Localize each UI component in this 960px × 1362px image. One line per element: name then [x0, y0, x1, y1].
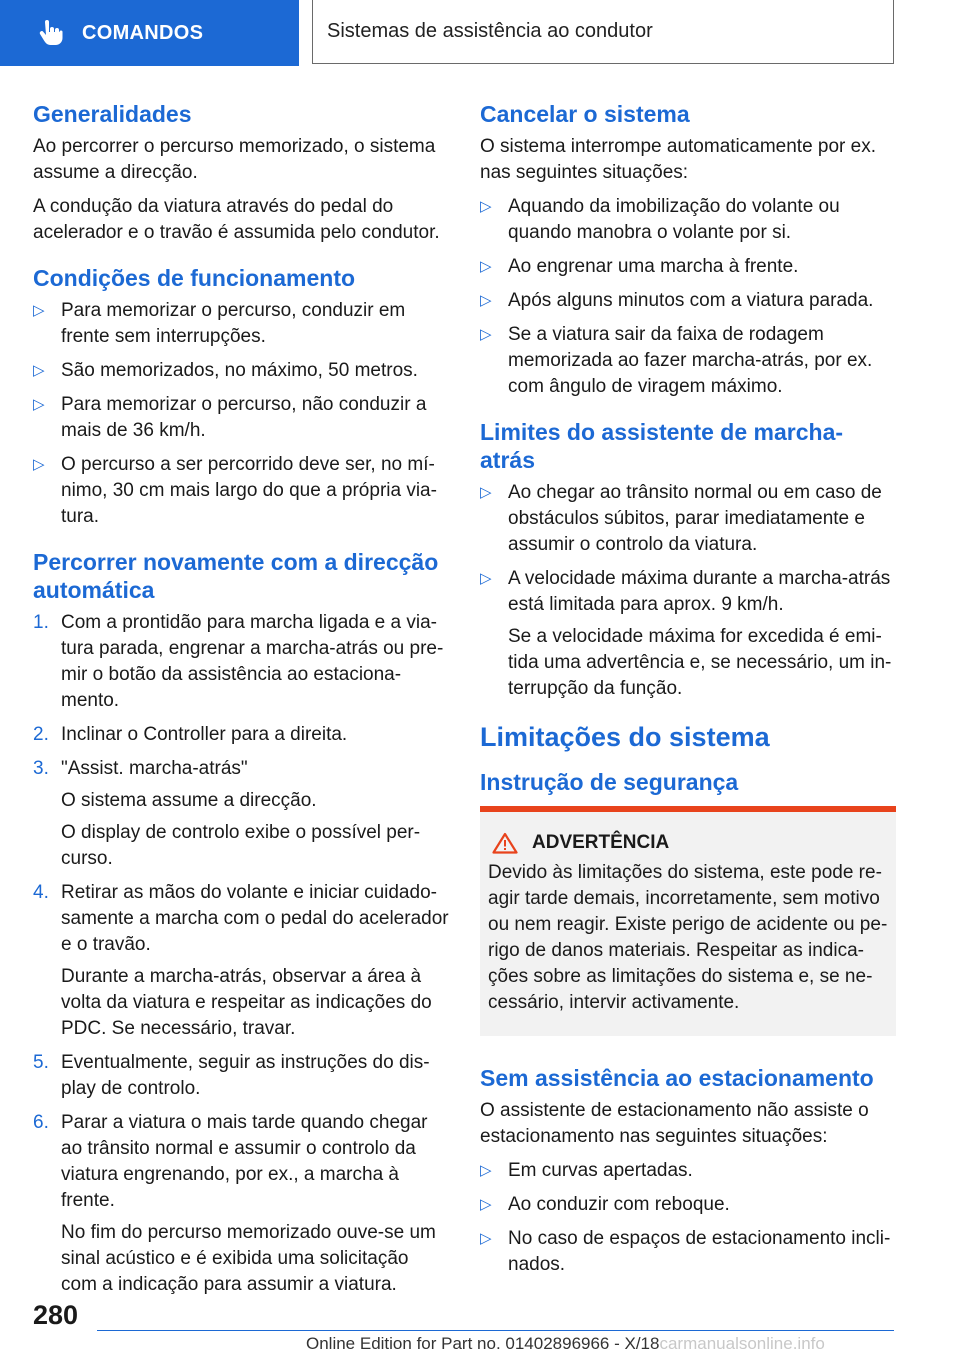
sem-intro: O assistente de estacionamento não assiste o estacionamento nas seguintes situações:	[480, 1100, 869, 1147]
step-note: O display de controlo exibe o possível percurso.	[61, 822, 421, 869]
limites-heading: Limites do assistente de marcha-atrás	[480, 419, 844, 473]
warning-text: Devido às limitações do sistema, este pode reagir tarde demais, incorretamente, sem motivo ou nem reagir. Existe perigo de acidente ou perigo de danos materiais. Respeitar as indicações sobre as limitações do sistema e, se necessário, intervir activamente.	[488, 862, 888, 1013]
condicoes-section	[33, 264, 449, 530]
triangle-bullet-icon: ▷	[480, 258, 492, 275]
triangle-bullet-icon: ▷	[33, 396, 45, 413]
warning-box	[480, 812, 896, 1036]
step-item: 4. Retirar as mãos do volante e iniciar cuidadosamente a marcha com o pedal do acelerador e o travão. Durante a marcha-atrás, observar a área à volta da viatura e respeitar as indicações do PDC. Se necessário, travar.	[33, 880, 449, 1042]
cancelar-intro: O sistema interrompe automaticamente por ex. nas seguintes situações:	[480, 136, 877, 183]
list-item: ▷ Ao engrenar uma marcha à frente.	[480, 254, 896, 280]
chapter-tab	[0, 0, 299, 66]
warning-triangle-icon	[492, 832, 518, 854]
item-note: Se a velocidade máxima for excedida é emitida uma advertência e, se necessário, um interrupção da função.	[508, 626, 892, 699]
footer-watermark: carmanualsonline.info	[659, 1334, 825, 1353]
list-item: ▷ A velocidade máxima durante a marcha-atrás está limitada para aprox. 9 km/h. Se a velocidade máxima for excedida é emitida uma advertência e, se necessário, um interrupção da função.	[480, 566, 896, 702]
list-item: ▷ No caso de espaços de estacionamento inclinados.	[480, 1228, 891, 1275]
triangle-bullet-icon: ▷	[480, 198, 492, 215]
cancelar-section	[480, 100, 896, 400]
list-item: ▷ São memorizados, no máximo, 50 metros.	[33, 358, 449, 384]
seguranca-heading: Instrução de segurança	[480, 769, 739, 795]
percorrer-steps	[33, 610, 449, 1298]
triangle-bullet-icon: ▷	[480, 326, 492, 343]
triangle-bullet-icon: ▷	[480, 1162, 492, 1179]
footer-edition: Online Edition for Part no. 01402896966 - X/18	[306, 1334, 660, 1353]
percorrer-heading: Percorrer novamente com a direcção automática	[33, 549, 439, 603]
list-item: ▷ Em curvas apertadas.	[480, 1158, 896, 1184]
condicoes-list	[33, 298, 449, 530]
chapter-label: COMANDOS	[82, 21, 204, 44]
limites-section	[480, 418, 896, 702]
triangle-bullet-icon: ▷	[480, 484, 492, 501]
step-item: 2. Inclinar o Controller para a direita.	[33, 724, 348, 745]
sem-heading: Sem assistência ao estacionamento	[480, 1065, 874, 1091]
page-number: 280	[33, 1300, 79, 1330]
cancelar-list	[480, 194, 896, 400]
generalidades-paragraph-2: A condução da viatura através do pedal do acelerador e o travão é assumida pelo condutor.	[33, 196, 440, 243]
list-item: ▷ Após alguns minutos com a viatura parada.	[480, 288, 896, 314]
step-item: 5. Eventualmente, seguir as instruções do display de controlo.	[33, 1052, 430, 1099]
list-item: ▷ Se a viatura sair da faixa de rodagem memorizada ao fazer marcha-atrás, por ex. com ângulo de viragem máximo.	[480, 324, 873, 397]
right-column	[480, 100, 896, 1296]
generalidades-paragraph-1: Ao percorrer o percurso memorizado, o sistema assume a direcção.	[33, 136, 436, 183]
list-item: ▷ Para memorizar o percurso, não conduzir a mais de 36 km/h.	[33, 394, 427, 441]
step-note: O sistema assume a direcção.	[61, 790, 317, 811]
list-item: ▷ O percurso a ser percorrido deve ser, no mínimo, 30 cm mais largo do que a própria viatura.	[33, 454, 437, 527]
limitacoes-heading: Limitações do sistema	[480, 722, 770, 752]
step-note: No fim do percurso memorizado ouve-se um sinal acústico e é exibida uma solicitação com a indicação para assumir a viatura.	[61, 1222, 436, 1295]
step-item: 3. "Assist. marcha-atrás" O sistema assume a direcção. O display de controlo exibe o possível percurso.	[33, 756, 449, 872]
triangle-bullet-icon: ▷	[33, 302, 45, 319]
warning-label: ADVERTÊNCIA	[532, 832, 670, 853]
triangle-bullet-icon: ▷	[480, 1230, 492, 1247]
triangle-bullet-icon: ▷	[33, 456, 45, 473]
step-note: Durante a marcha-atrás, observar a área à volta da viatura e respeitar as indicações do PDC. Se necessário, travar.	[61, 966, 432, 1039]
triangle-bullet-icon: ▷	[480, 1196, 492, 1213]
percorrer-section	[33, 548, 449, 1298]
page-header	[0, 0, 960, 66]
footer	[306, 1334, 825, 1354]
step-item: 6. Parar a viatura o mais tarde quando chegar ao trânsito normal e assumir o controlo da viatura engrenando, por ex., a marcha à frente. No fim do percurso memorizado ouve-se um sinal acústico e é exibida uma solicitação com a indicação para assumir a viatura.	[33, 1110, 449, 1298]
warning-title	[488, 832, 888, 854]
generalidades-heading: Generalidades	[33, 101, 192, 127]
generalidades-section	[33, 100, 449, 246]
sem-list	[480, 1158, 896, 1278]
list-item: ▷ Ao conduzir com reboque.	[480, 1192, 896, 1218]
sem-section	[480, 1064, 896, 1278]
list-item: ▷ Ao chegar ao trânsito normal ou em caso de obstáculos súbitos, parar imediatamente e assumir o controlo da viatura.	[480, 482, 882, 555]
step-item: 1. Com a prontidão para marcha ligada e a viatura parada, engrenar a marcha-atrás ou premir o botão da assistência ao estacionamento.	[33, 612, 444, 711]
list-item: ▷ Aquando da imobilização do volante ou quando manobra o volante por si.	[480, 196, 840, 243]
list-item: ▷ Para memorizar o percurso, conduzir em frente sem interrupções.	[33, 300, 406, 347]
triangle-bullet-icon: ▷	[480, 292, 492, 309]
cancelar-heading: Cancelar o sistema	[480, 101, 690, 127]
condicoes-heading: Condições de funcionamento	[33, 265, 356, 291]
left-column	[33, 100, 449, 1316]
section-title: Sistemas de assistência ao condutor	[312, 0, 894, 64]
limites-list	[480, 480, 896, 702]
triangle-bullet-icon: ▷	[33, 362, 45, 379]
hand-pointer-icon	[36, 19, 64, 47]
triangle-bullet-icon: ▷	[480, 570, 492, 587]
footer-divider	[97, 1330, 894, 1331]
